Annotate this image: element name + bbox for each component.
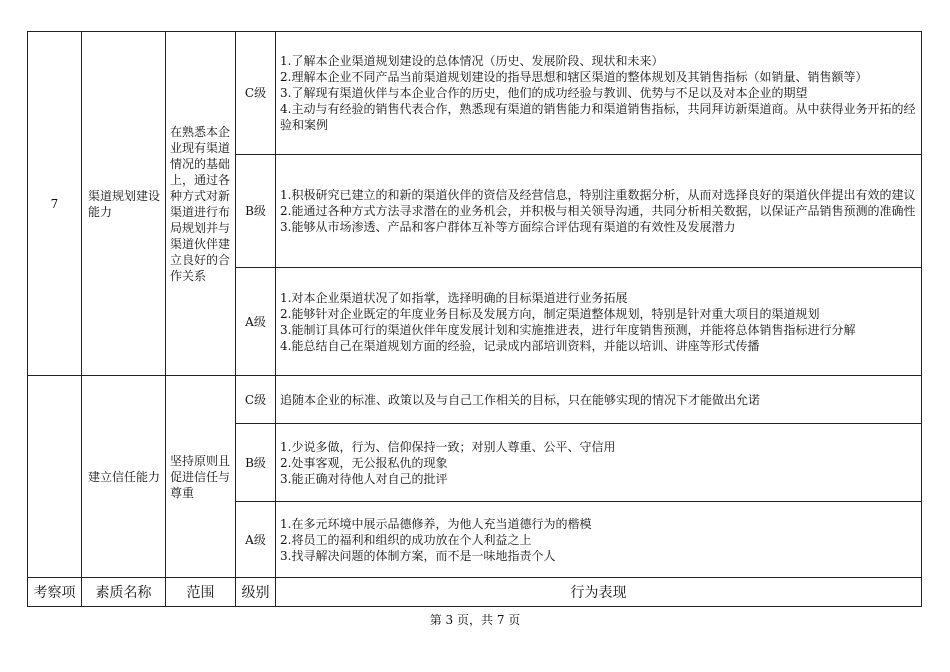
header-name: 素质名称	[82, 578, 166, 607]
competency-name: 建立信任能力	[82, 376, 166, 578]
behavior-description	[276, 424, 922, 502]
behavior-line: 4.能总结自己在渠道规划方面的经验，记录成内部培训资料，并能以培训、讲座等形式传播	[280, 338, 760, 353]
behavior-line: 4.主动与有经验的销售代表合作，熟悉现有渠道的销售能力和渠道销售指标，共同拜访新渠道商。从中获得业务开拓的经验和案例	[280, 102, 916, 132]
behavior-line: 3.了解现有渠道伙伴与本企业合作的历史，他们的成功经验与教训、优势与不足以及对本企业的期望	[280, 86, 808, 100]
behavior-line: 3.能制订具体可行的渠道伙伴年度发展计划和实施推进表，进行年度销售预测，并能将总体销售指标进行分解	[280, 322, 856, 337]
level-label: A级	[236, 268, 276, 376]
level-label: C级	[236, 32, 276, 155]
header-behavior: 行为表现	[276, 578, 922, 607]
behavior-line: 3.找寻解决问题的体制方案，而不是一味地指责个人	[280, 548, 556, 563]
behavior-description	[276, 155, 922, 268]
level-label: C级	[236, 376, 276, 424]
behavior-description	[276, 376, 922, 424]
behavior-line: 1.少说多做，行为、信仰保持一致；对别人尊重、公平、守信用	[280, 439, 616, 454]
behavior-line: 2.能够针对企业既定的年度业务目标及发展方向，制定渠道整体规划，特别是针对重大项目的渠道规划	[280, 306, 820, 321]
competency-table	[27, 31, 922, 607]
behavior-line: 1.对本企业渠道状况了如指掌，选择明确的目标渠道进行业务拓展	[280, 290, 628, 305]
behavior-line: 2.理解本企业不同产品当前渠道规划建设的指导思想和辖区渠道的整体规划及其销售指标（如销量、销售额等）	[280, 70, 868, 84]
competency-name: 渠道规划建设能力	[82, 32, 166, 376]
page-number: 第 3 页，共 7 页	[429, 613, 521, 627]
competency-scope: 坚持原则且促进信任与尊重	[166, 376, 236, 578]
behavior-line: 1.在多元环境中展示品德修养，为他人充当道德行为的楷模	[280, 516, 592, 531]
item-number: 7	[28, 32, 82, 376]
item-number	[28, 376, 82, 578]
level-label: B级	[236, 155, 276, 268]
level-label: B级	[236, 424, 276, 502]
header-level: 级别	[236, 578, 276, 607]
level-label: A级	[236, 502, 276, 578]
competency-scope: 在熟悉本企业现有渠道情况的基础上，通过各种方式对新渠道进行布局规划并与渠道伙伴建立良好的合作关系	[166, 32, 236, 376]
behavior-line: 2.能通过各种方式方法寻求潜在的业务机会，并积极与相关领导沟通，共同分析相关数据，以保证产品销售预测的准确性	[280, 204, 916, 218]
behavior-line: 3.能够从市场渗透、产品和客户群体互补等方面综合评估现有渠道的有效性及发展潜力	[280, 220, 736, 234]
table-row	[28, 376, 922, 424]
behavior-line: 1.了解本企业渠道规划建设的总体情况（历史、发展阶段、现状和未来）	[280, 54, 664, 68]
behavior-line: 追随本企业的标准、政策以及与自己工作相关的目标，只在能够实现的情况下才能做出允诺	[280, 392, 761, 407]
behavior-description	[276, 268, 922, 376]
behavior-line: 2.将员工的福利和组织的成功放在个人利益之上	[280, 532, 532, 547]
table-header-row	[28, 578, 922, 607]
behavior-line: 3.能正确对待他人对自己的批评	[280, 471, 448, 486]
behavior-line: 2.处事客观，无公报私仇的现象	[280, 455, 448, 470]
behavior-line: 1.积极研究已建立的和新的渠道伙伴的资信及经营信息，特别注重数据分析，从而对选择良好的渠道伙伴提出有效的建议	[280, 188, 916, 202]
table-row	[28, 32, 922, 155]
header-scope: 范围	[166, 578, 236, 607]
behavior-description	[276, 32, 922, 155]
behavior-description	[276, 502, 922, 578]
header-item: 考察项	[28, 578, 82, 607]
